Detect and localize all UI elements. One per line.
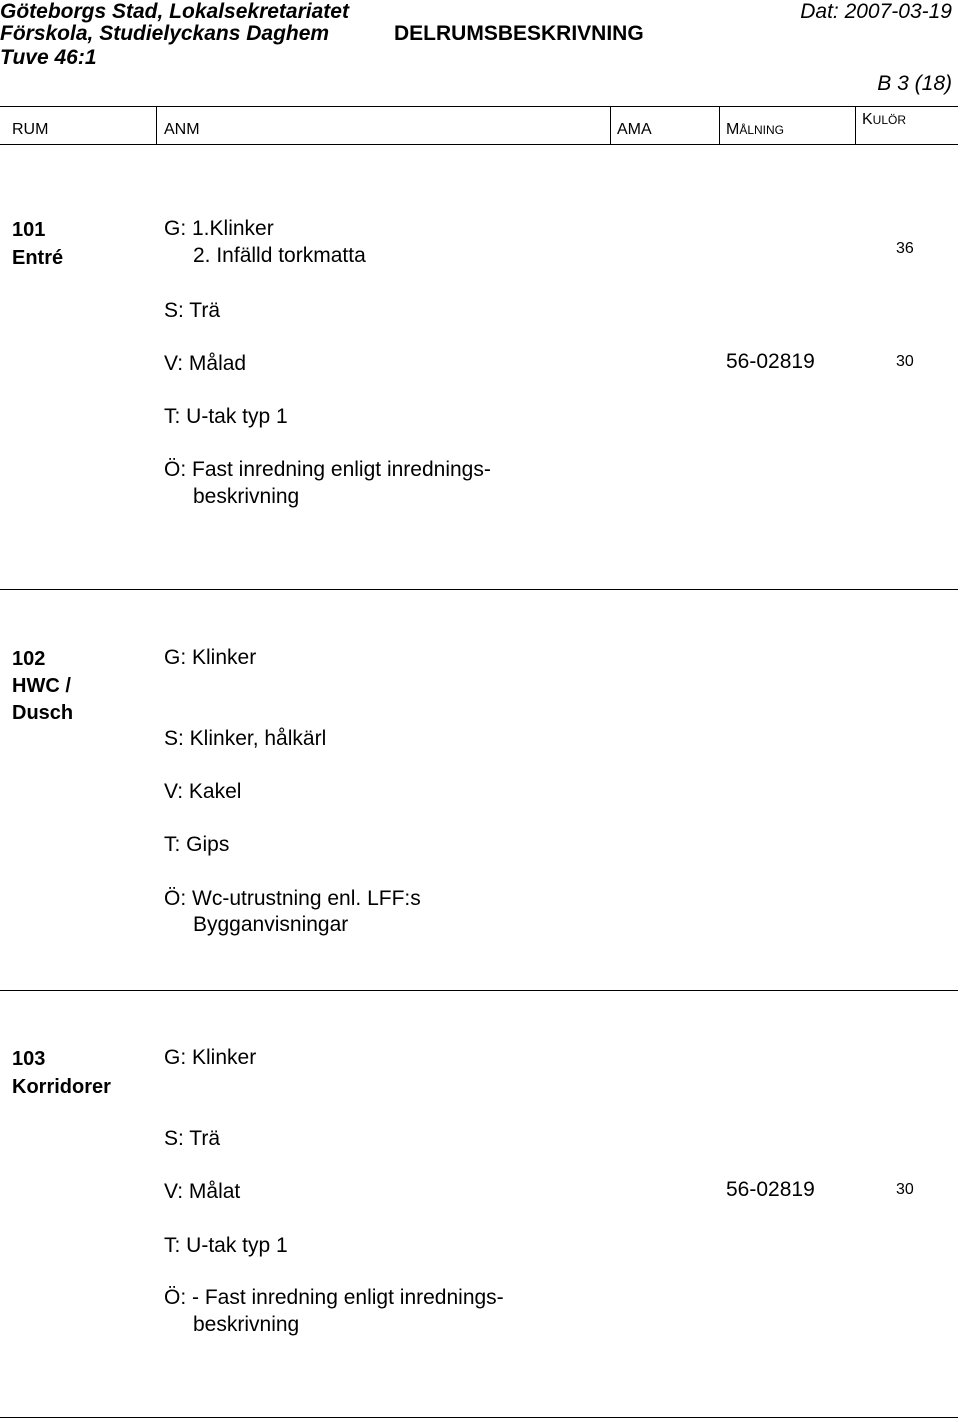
column-header-ama: AMA	[617, 121, 652, 138]
ceiling-spec: T: U-tak typ 1	[164, 405, 288, 428]
floor-color-code: 36	[896, 240, 914, 257]
floor-spec: G: Klinker	[164, 1046, 257, 1069]
other-spec-continued: beskrivning	[193, 485, 300, 508]
room-separator-rule	[0, 1417, 958, 1418]
floor-spec-continued: 2. Infälld torkmatta	[193, 244, 366, 267]
wall-spec: V: Kakel	[164, 780, 242, 803]
column-header-malning: MÅLNING	[726, 121, 785, 138]
room-name: Korridorer	[12, 1076, 111, 1098]
wall-spec: V: Målat	[164, 1180, 241, 1203]
wall-color-code: 30	[896, 1181, 914, 1198]
room-number: 103	[12, 1048, 46, 1070]
room-number: 101	[12, 219, 46, 241]
room-name: Entré	[12, 247, 64, 269]
wall-paint-code: 56-02819	[726, 350, 815, 373]
page-number: B 3 (18)	[877, 72, 952, 95]
project-name: Förskola, Studielyckans Daghem	[0, 22, 330, 45]
column-divider	[156, 106, 157, 144]
wall-spec: V: Målad	[164, 352, 247, 375]
wall-color-code: 30	[896, 353, 914, 370]
room-separator-rule	[0, 589, 958, 590]
room-name: HWC /	[12, 675, 71, 697]
ceiling-spec: T: U-tak typ 1	[164, 1234, 288, 1257]
ceiling-spec: T: Gips	[164, 833, 230, 856]
other-spec: Ö: - Fast inredning enligt inrednings-	[164, 1286, 504, 1309]
column-divider	[610, 106, 611, 144]
other-spec: Ö: Fast inredning enligt inrednings-	[164, 458, 491, 481]
column-header-top-rule	[0, 106, 958, 107]
floor-spec: G: Klinker	[164, 646, 257, 669]
skirting-spec: S: Trä	[164, 299, 221, 322]
column-divider	[855, 106, 856, 144]
document-date: Dat: 2007-03-19	[800, 0, 952, 23]
room-number: 102	[12, 648, 46, 670]
wall-paint-code: 56-02819	[726, 1178, 815, 1201]
property-name: Tuve 46:1	[0, 46, 97, 69]
other-spec: Ö: Wc-utrustning enl. LFF:s	[164, 887, 421, 910]
skirting-spec: S: Klinker, hålkärl	[164, 727, 327, 750]
other-spec-continued: Bygganvisningar	[193, 913, 349, 936]
skirting-spec: S: Trä	[164, 1127, 221, 1150]
organization-title: Göteborgs Stad, Lokalsekretariatet	[0, 0, 349, 23]
other-spec-continued: beskrivning	[193, 1313, 300, 1336]
column-header-bottom-rule	[0, 144, 958, 145]
room-name-continued: Dusch	[12, 702, 74, 724]
column-divider	[719, 106, 720, 144]
column-header-anm: ANM	[164, 121, 200, 138]
floor-spec: G: 1.Klinker	[164, 217, 274, 240]
column-header-kulor: KULÖR	[862, 111, 907, 128]
room-separator-rule	[0, 990, 958, 991]
document-type: DELRUMSBESKRIVNING	[394, 22, 644, 45]
column-header-rum: RUM	[12, 121, 49, 138]
